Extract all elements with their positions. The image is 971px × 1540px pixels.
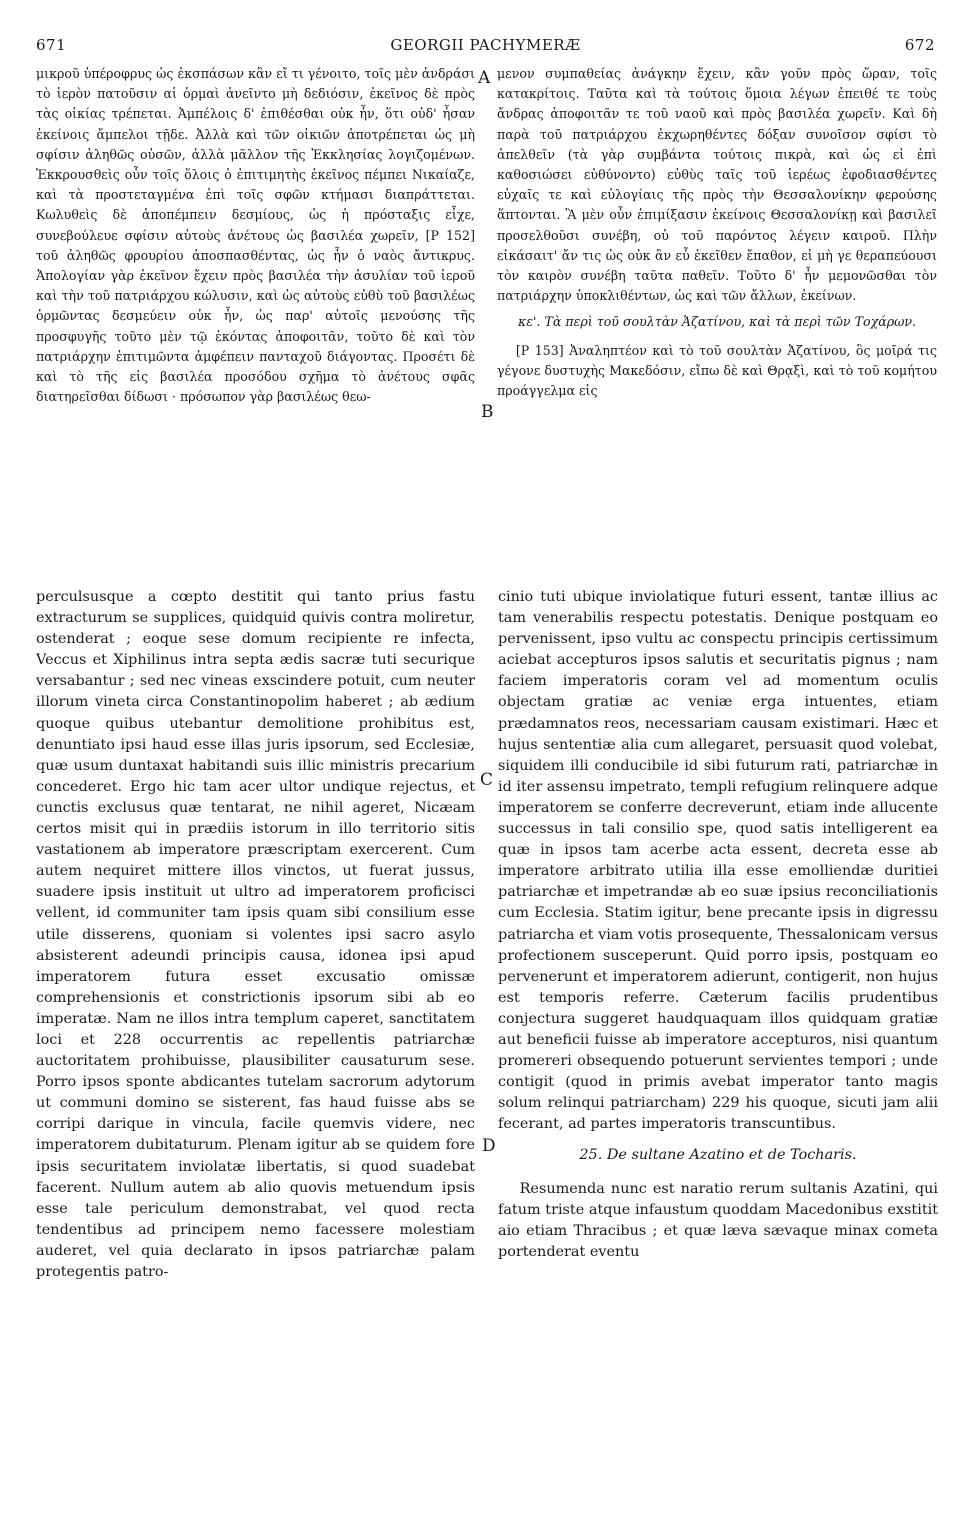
greek-column-right: [497, 64, 937, 560]
latin-right-paragraph: cinio tuti ubique inviolatique futuri essent, tantæ illius ac tam venerabilis respectu potestatis. Denique postquam eo pervenissent, ipso vultu ac conspectu principis certissimum aciebat accepturos ipsos salutis et securitatis pignus ; nam faciem imperatoris coram vel ad momentum oculis objectam gratiæ ac veniæ erga intuentes, etiam prædamnatos reos, necessariam causam existimari. Hæc et hujus sententiæ alia cum allegaret, persuasit quod volebat, siquidem illi conducibile id sibi futurum rati, patriarchæ in id iter assensu impetrato, templi refugium relinquere adque imperatorem se conferre decreverunt, etiam inde allucente successus in tali consilio spe, quod satis intelligerent ea quæ in ipsos tam acerbe acta essent, decreta esse ab imperatore arbitrato utilia illa esse emolliendæ duritiei patriarchæ et impetrandæ ab eo suæ ipsius reconciliationis cum Ecclesia. Statim igitur, bene precante ipsis in digressu patriarcha et viam votis prosequente, Thessalonicam versus profectionem susceperunt. Quid porro ipsis, postquam eo pervenerunt et imperatorem adierunt, contigerit, non hujus est temporis referre. Cæterum facilis prudentibus conjectura suggeret haudquaquam illos quidquam gratiæ aut beneficii fuisse ab imperatore accepturos, nisi quantum promereri obsequendo potuerunt servientes tempori ; unde contigit (quod in primis avebat imperator tanto magis solum relinqui patriarcham) 229 his quoque, sicuti jam alii fecerant, ad partes imperatoris transcuntibus.: [498, 589, 938, 1133]
latin-right-paragraph-2: Resumenda nunc est naratio rerum sultanis Azatini, qui fatum triste atque infaustum quoddam Macedonibus exstitit aio etiam Thracibus ; et quæ læva sævaque minax cometa portenderat eventu: [498, 1180, 938, 1260]
greek-right-paragraph: μενον συμπαθείας ἀνάγκην ἔχειν, κἂν γοῦν πρὸς ὥραν, τοῖς κατακρίτοις. Ταῦτα καὶ τὰ τούτοις ὅμοια λέγων ἐπειθέ τε τοὺς ἄνδρας ἀποφοιτᾶν τε τοῦ ναοῦ καὶ πρὸς βασιλέα χωρεῖν. Καὶ δὴ παρὰ τοῦ πατριάρχου ἐκχωρηθέντες δόξαν συνοῖσον σφίσι τὸ ἀπελθεῖν (τὰ γὰρ συμβάντα τούτοις πικρὰ, καὶ ὡς εἰ ἐπὶ καθοσιώσει εὐθύνοντο) εὐθὺς ταῖς τοῦ ἱερέως ἐφοδιασθέντες εὐχαῖς τε καὶ εὐλογίαις τῆς πρὸς τὴν Θεσσαλονίκην φερούσης ἅπτονται. Ἃ μὲν οὖν ἐπιμίξασιν ἐκείνοις Θεσσαλονίκῃ καὶ βασιλεῖ προσελθοῦσι συνέβη, οὐ τοῦ παρόντος λέγειν καιροῦ. Πλὴν εἰκάσαιτ' ἄν τις ὡς οὐκ ἂν εὖ ἐκεῖθεν ἔπαθον, εἰ μὴ γε θεραπεύουσι τὸν καιρὸν συνέβη ταῦτα παθεῖν. Τοῦτο δ' ἦν μεμονῶσθαι τὸν πατριάρχην ὑποκλιθέντων, ὡς καὶ τῶν ἄλλων, ἐκείνων.: [497, 66, 937, 304]
latin-chapter-heading: 25. De sultane Azatino et de Tocharis.: [579, 1147, 857, 1164]
margin-marker-a: A: [478, 68, 491, 88]
latin-left-paragraph: perculsusque a cœpto destitit qui tanto prius fastu extracturum se supplices, quidquid quivis contra moliretur, ostenderat ; eoque sese domum recipiente re infecta, Veccus et Xiphilinus intra septa ædis sacræ tuti securique versabantur ; sed nec vineas exscindere potuit, cum neuter illorum vineta circa Constantinopolim haberet ; ab ædium quoque quibus utebantur demolitione prohibitus est, denuntiato ipsi haud esse illas juris ipsorum, sed Ecclesiæ, quæ usum duntaxat habitandi suis illic ministris precarium concederet. Ergo hic tam acer ultor undique rejectus, et cunctis exclusus quæ tentarat, ne nihil ageret, Nicæam certos misit qui in prædiis istorum in illo territorio sitis vastationem ab imperatore præscriptam exercerent. Cum autem nequiret mittere illos vinctos, ut fuerat jussus, suadere ipsis instituit ut ultro ad imperatorem proficisci vellent, id communiter tam ipsis quam sibi consilium esse utile disserens, quoniam si volentes ipsi sacro asylo absisterent adeundi principis causa, idonea ipsi apud imperatorem futura esset excusatio omissæ comprehensionis et constrictionis ipsorum sibi ab eo imperatæ. Nam ne illos intra templum caperet, sanctitatem loci et 228 occurrentis ac repellentis patriarchæ auctoritatem prohibuisse, plausibiliter causaturum sese. Porro ipsos sponte abdicantes tutelam sacrorum adytorum ut communi domino se sisterent, fas haud fuisse abs se corripi darique in vincula, facile quemvis videre, nec imperatorem dubitaturum. Plenam igitur ab se quidem fore ipsis securitatem inviolatæ libertatis, si quod suadebat facerent. Nullum autem ab alio quovis metuendum ipsis esse tale periculum demonstrabat, vel quod recta tendentibus ad principem nemo facessere molestiam auderet, vel quia declarato in ipsos patriarchæ palam protegentis patro-: [36, 589, 475, 1280]
page-number-left: 671: [36, 36, 67, 54]
margin-marker-b: B: [481, 402, 494, 422]
running-title: GEORGII PACHYMERÆ: [390, 36, 581, 54]
latin-column-left: [36, 587, 475, 1517]
greek-right-paragraph-2: [P 153] Ἀναληπτέον καὶ τὸ τοῦ σουλτὰν Ἀζατίνου, ὃς μοῖρά τις γέγονε δυστυχὴς Μακεδόσιν, εἴπω δὲ καὶ Θρᾳξὶ, καὶ τὸ τοῦ κομήτου προάγγελμα εἰς: [497, 342, 937, 399]
margin-marker-c: C: [480, 770, 494, 790]
page-number-right: 672: [904, 36, 935, 54]
greek-column-left: [36, 64, 475, 560]
margin-marker-d: D: [482, 1136, 496, 1156]
greek-left-paragraph: μικροῦ ὑπέροφρυς ὡς ἐκσπάσων κἂν εἴ τι γένοιτο, τοῖς μὲν ἀνδράσι τὸ ἱερὸν πατοῦσιν αἱ ὁρμαὶ ἀνεῖντο μὴ δεδιόσιν, ἐκεῖνος δὲ πρὸς τὰς οἰκίας τρέπεται. Ἀμπέλοις δ' ἐπιθέσθαι οὐκ ἦν, ὅτι οὐδ' ἦσαν ἐκείνοις ἄμπελοι τῇδε. Ἀλλὰ καὶ τῶν οἰκιῶν ἀποτρέπεται ὡς μὴ σφίσιν ἀληθῶς οὐσῶν, ἀλλὰ μᾶλλον τῆς Ἐκκλησίας λογιζομένων. Ἐκκρουσθεὶς οὖν τοῖς ὅλοις ὁ ἐπιτιμητὴς ἐκεῖνος πέμπει Νικαίαζε, καὶ τὰ προστεταγμένα ἐπὶ τοῖς σφῶν κτήμασι διαπράττεται. Κωλυθεὶς δὲ ἀποπέμπειν δεσμίους, ὡς ἡ πρόσταξις εἶχε, συνεβούλευε σφίσιν αὐτοὺς ἀνέτους ὡς βασιλέα χωρεῖν, [P 152] τοῦ ἀληθῶς φρουρίου ἀποσπασθέντας, ὡς ἦν ὁ ναὸς ἄντικρυς. Ἀπολογίαν γὰρ ἐκεῖνον ἔχειν πρὸς βασιλέα τὴν ἀσυλίαν τοῦ ἱεροῦ καὶ τὴν τοῦ πατριάρχου κώλυσιν, καὶ ὡς αὐτοὺς εὐθὺ τοῦ βασιλέως ὁρμῶντας δεσμεύειν οὐκ ἦν, ὡς παρ' αὐτοῖς μενούσης τῆς προσφυγῆς τοῦτο μὲν τῷ ἑκόντας ἀποφοιτᾶν, τοῦτο δὲ καὶ τὸν πατριάρχην ἐπιτιμῶντα ἀμφέπειν πανταχοῦ διάγοντας. Προσέτι δὲ καὶ τὸ τῆς εἰς βασιλέα προσόδου σχῆμα τὸ ἀνέτους σφᾶς διατηρεῖσθαι δίδωσι · πρόσωπον γὰρ βασιλέως θεω-: [36, 66, 475, 405]
page-header: [36, 36, 935, 60]
greek-chapter-heading: κε'. Τὰ περὶ τοῦ σουλτὰν Ἀζατίνου, καὶ τὰ περὶ τῶν Τοχάρων.: [517, 314, 917, 330]
latin-column-right: [498, 587, 938, 1517]
